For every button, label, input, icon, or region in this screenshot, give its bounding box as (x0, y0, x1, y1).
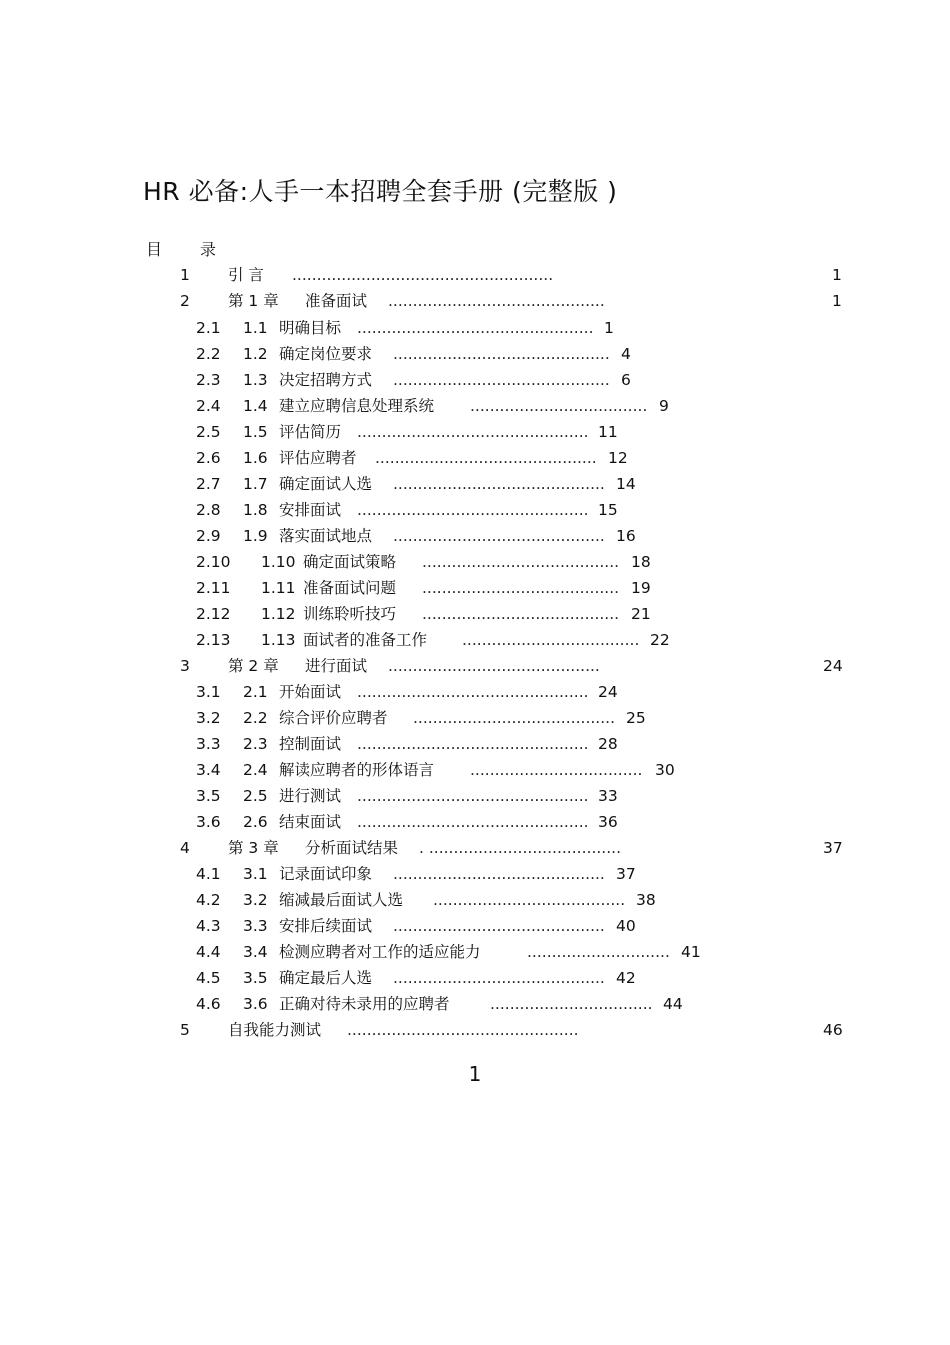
toc-page-number: 9 (659, 397, 669, 415)
toc-page-number: 6 (621, 371, 631, 389)
toc-entry-title: 确定最后人选 (279, 969, 373, 987)
toc-section-label: 2.2 (243, 709, 268, 727)
toc-leader-dots: ........................................... (393, 917, 605, 935)
toc-entry-title: 检测应聘者对工作的适应能力 (279, 943, 481, 961)
toc-section-row (0, 552, 950, 572)
toc-entry-title: 分析面试结果 (305, 839, 399, 857)
toc-section-label: 1.1 (243, 319, 268, 337)
toc-entry-number: 2.10 (196, 553, 231, 571)
toc-entry-number: 2.8 (196, 501, 221, 519)
toc-chapter-row (0, 838, 950, 858)
toc-entry-title: 确定面试策略 (303, 553, 397, 571)
toc-section-row (0, 760, 950, 780)
toc-section-row (0, 864, 950, 884)
toc-leader-dots: ............................................... (357, 735, 589, 753)
toc-entry-number: 5 (180, 1021, 190, 1039)
toc-section-label: 1.10 (261, 553, 296, 571)
toc-page-number: 37 (616, 865, 636, 883)
toc-chapter-label: 第 3 章 (228, 839, 279, 857)
toc-section-label: 3.3 (243, 917, 268, 935)
toc-entry-number: 3.4 (196, 761, 221, 779)
toc-section-row (0, 500, 950, 520)
toc-page-number: 16 (616, 527, 636, 545)
toc-section-row (0, 968, 950, 988)
toc-page-number: 24 (598, 683, 618, 701)
toc-chapter-label: 第 1 章 (228, 292, 279, 310)
toc-page-number: 12 (608, 449, 628, 467)
document-title: HR 必备:人手一本招聘全套手册 (完整版 ) (143, 177, 618, 206)
toc-leader-dots: ..................................................... (292, 266, 554, 284)
toc-page-number: 46 (823, 1021, 843, 1039)
toc-leader-dots: ........................................ (422, 605, 620, 623)
toc-entry-number: 2.7 (196, 475, 221, 493)
toc-entry-number: 4.1 (196, 865, 221, 883)
toc-entry-number: 2.4 (196, 397, 221, 415)
toc-entry-title: 确定岗位要求 (279, 345, 373, 363)
toc-section-row (0, 994, 950, 1014)
toc-section-label: 3.6 (243, 995, 268, 1013)
toc-chapter-row (0, 656, 950, 676)
toc-leader-dots: ........................................... (388, 657, 600, 675)
toc-entry-title: 评估应聘者 (279, 449, 357, 467)
toc-leader-dots: .................................... (462, 631, 640, 649)
toc-entry-number: 3.6 (196, 813, 221, 831)
toc-entry-title: 进行面试 (305, 657, 368, 675)
toc-entry-number: 3.5 (196, 787, 221, 805)
toc-section-label: 2.3 (243, 735, 268, 753)
toc-page-number: 41 (681, 943, 701, 961)
toc-entry-number: 2.13 (196, 631, 231, 649)
toc-entry-number: 4.3 (196, 917, 221, 935)
toc-section-row (0, 422, 950, 442)
toc-page-number: 38 (636, 891, 656, 909)
toc-entry-number: 3.1 (196, 683, 221, 701)
toc-page-number: 30 (655, 761, 675, 779)
toc-leader-dots: ................................... (470, 761, 643, 779)
toc-entry-title: 引 言 (228, 266, 264, 284)
toc-entry-number: 2.5 (196, 423, 221, 441)
toc-page-number: 33 (598, 787, 618, 805)
toc-page-number: 40 (616, 917, 636, 935)
toc-section-row (0, 812, 950, 832)
toc-entry-title: 评估简历 (279, 423, 342, 441)
toc-entry-title: 明确目标 (279, 319, 342, 337)
toc-leader-dots: ............................................... (357, 787, 589, 805)
toc-section-label: 1.9 (243, 527, 268, 545)
toc-entry-title: 缩减最后面试人选 (279, 891, 404, 909)
toc-entry-number: 4 (180, 839, 190, 857)
toc-entry-number: 4.4 (196, 943, 221, 961)
toc-heading-char-1: 目 (146, 240, 163, 259)
toc-leader-dots: ........................................... (393, 865, 605, 883)
toc-section-label: 2.5 (243, 787, 268, 805)
toc-entry-number: 2.1 (196, 319, 221, 337)
toc-entry-number: 2.12 (196, 605, 231, 623)
toc-section-row (0, 448, 950, 468)
toc-page-number: 19 (631, 579, 651, 597)
toc-entry-title: 面试者的准备工作 (303, 631, 428, 649)
toc-section-row (0, 396, 950, 416)
toc-leader-dots: ........................................... (393, 527, 605, 545)
toc-chapter-row (0, 1020, 950, 1040)
toc-section-label: 1.4 (243, 397, 268, 415)
toc-entry-number: 2.2 (196, 345, 221, 363)
toc-page-number: 37 (823, 839, 843, 857)
toc-leader-dots: ............................................... (357, 501, 589, 519)
toc-section-label: 2.4 (243, 761, 268, 779)
toc-section-row (0, 526, 950, 546)
toc-leader-dots: ....................................... (433, 891, 626, 909)
toc-heading-char-2: 录 (200, 240, 217, 259)
toc-leader-dots: . ....................................... (419, 839, 622, 857)
toc-page-number: 22 (650, 631, 670, 649)
toc-section-row (0, 344, 950, 364)
toc-section-row (0, 786, 950, 806)
toc-leader-dots: ............................................ (393, 345, 610, 363)
toc-page-number: 36 (598, 813, 618, 831)
toc-entry-title: 落实面试地点 (279, 527, 373, 545)
toc-section-label: 2.6 (243, 813, 268, 831)
toc-leader-dots: ............................. (527, 943, 670, 961)
toc-section-label: 1.8 (243, 501, 268, 519)
toc-leader-dots: ............................................... (357, 683, 589, 701)
toc-leader-dots: ........................................ (422, 579, 620, 597)
toc-section-label: 2.1 (243, 683, 268, 701)
toc-section-label: 1.13 (261, 631, 296, 649)
toc-leader-dots: ............................................. (375, 449, 597, 467)
toc-entry-title: 开始面试 (279, 683, 342, 701)
toc-chapter-row (0, 265, 950, 285)
toc-entry-number: 1 (180, 266, 190, 284)
toc-entry-title: 准备面试问题 (303, 579, 397, 597)
toc-page-number: 28 (598, 735, 618, 753)
toc-page-number: 21 (631, 605, 651, 623)
toc-leader-dots: ............................................... (357, 423, 589, 441)
toc-entry-number: 4.2 (196, 891, 221, 909)
toc-section-label: 1.2 (243, 345, 268, 363)
toc-page-number: 24 (823, 657, 843, 675)
toc-section-row (0, 474, 950, 494)
toc-section-label: 1.7 (243, 475, 268, 493)
toc-leader-dots: ................................................ (357, 319, 594, 337)
toc-entry-number: 4.5 (196, 969, 221, 987)
toc-entry-number: 3.3 (196, 735, 221, 753)
toc-page-number: 1 (832, 266, 842, 284)
toc-leader-dots: ............................................ (393, 371, 610, 389)
toc-entry-title: 自我能力测试 (228, 1021, 322, 1039)
toc-leader-dots: ......................................... (413, 709, 616, 727)
toc-section-label: 3.5 (243, 969, 268, 987)
toc-leader-dots: ............................................... (357, 813, 589, 831)
toc-entry-number: 3 (180, 657, 190, 675)
toc-section-label: 3.4 (243, 943, 268, 961)
toc-leader-dots: ........................................... (393, 475, 605, 493)
toc-entry-title: 正确对待未录用的应聘者 (279, 995, 450, 1013)
toc-section-row (0, 942, 950, 962)
toc-chapter-row (0, 291, 950, 311)
toc-entry-number: 2.3 (196, 371, 221, 389)
toc-section-row (0, 370, 950, 390)
toc-section-row (0, 604, 950, 624)
toc-entry-number: 4.6 (196, 995, 221, 1013)
toc-leader-dots: ............................................... (347, 1021, 579, 1039)
toc-entry-title: 准备面试 (305, 292, 368, 310)
toc-leader-dots: ............................................ (388, 292, 605, 310)
toc-section-row (0, 734, 950, 754)
toc-section-row (0, 682, 950, 702)
toc-page-number: 42 (616, 969, 636, 987)
toc-page-number: 1 (832, 292, 842, 310)
toc-section-label: 1.3 (243, 371, 268, 389)
toc-entry-title: 控制面试 (279, 735, 342, 753)
toc-entry-title: 决定招聘方式 (279, 371, 373, 389)
toc-section-label: 3.1 (243, 865, 268, 883)
toc-page-number: 4 (621, 345, 631, 363)
toc-page-number: 11 (598, 423, 618, 441)
toc-entry-title: 安排面试 (279, 501, 342, 519)
toc-entry-title: 进行测试 (279, 787, 342, 805)
toc-entry-number: 2.11 (196, 579, 231, 597)
toc-section-label: 3.2 (243, 891, 268, 909)
toc-entry-title: 安排后续面试 (279, 917, 373, 935)
toc-section-row (0, 916, 950, 936)
toc-entry-title: 训练聆听技巧 (303, 605, 397, 623)
toc-section-label: 1.5 (243, 423, 268, 441)
toc-page-number: 1 (604, 319, 614, 337)
toc-section-row (0, 318, 950, 338)
toc-leader-dots: ................................. (490, 995, 653, 1013)
toc-section-row (0, 578, 950, 598)
toc-entry-number: 3.2 (196, 709, 221, 727)
toc-page-number: 18 (631, 553, 651, 571)
toc-entry-title: 建立应聘信息处理系统 (279, 397, 435, 415)
toc-entry-title: 结束面试 (279, 813, 342, 831)
toc-page-number: 14 (616, 475, 636, 493)
toc-heading (146, 237, 216, 260)
toc-leader-dots: ........................................... (393, 969, 605, 987)
toc-section-label: 1.12 (261, 605, 296, 623)
toc-entry-title: 确定面试人选 (279, 475, 373, 493)
toc-entry-title: 解读应聘者的形体语言 (279, 761, 435, 779)
toc-page-number: 25 (626, 709, 646, 727)
toc-section-row (0, 708, 950, 728)
toc-section-label: 1.11 (261, 579, 296, 597)
toc-entry-title: 综合评价应聘者 (279, 709, 388, 727)
toc-entry-number: 2.9 (196, 527, 221, 545)
toc-leader-dots: ........................................ (422, 553, 620, 571)
toc-page-number: 44 (663, 995, 683, 1013)
toc-entry-number: 2 (180, 292, 190, 310)
toc-section-label: 1.6 (243, 449, 268, 467)
toc-chapter-label: 第 2 章 (228, 657, 279, 675)
page-number: 1 (468, 1062, 482, 1086)
toc-section-row (0, 890, 950, 910)
toc-page-number: 15 (598, 501, 618, 519)
toc-entry-title: 记录面试印象 (279, 865, 373, 883)
toc-leader-dots: .................................... (470, 397, 648, 415)
toc-section-row (0, 630, 950, 650)
toc-entry-number: 2.6 (196, 449, 221, 467)
